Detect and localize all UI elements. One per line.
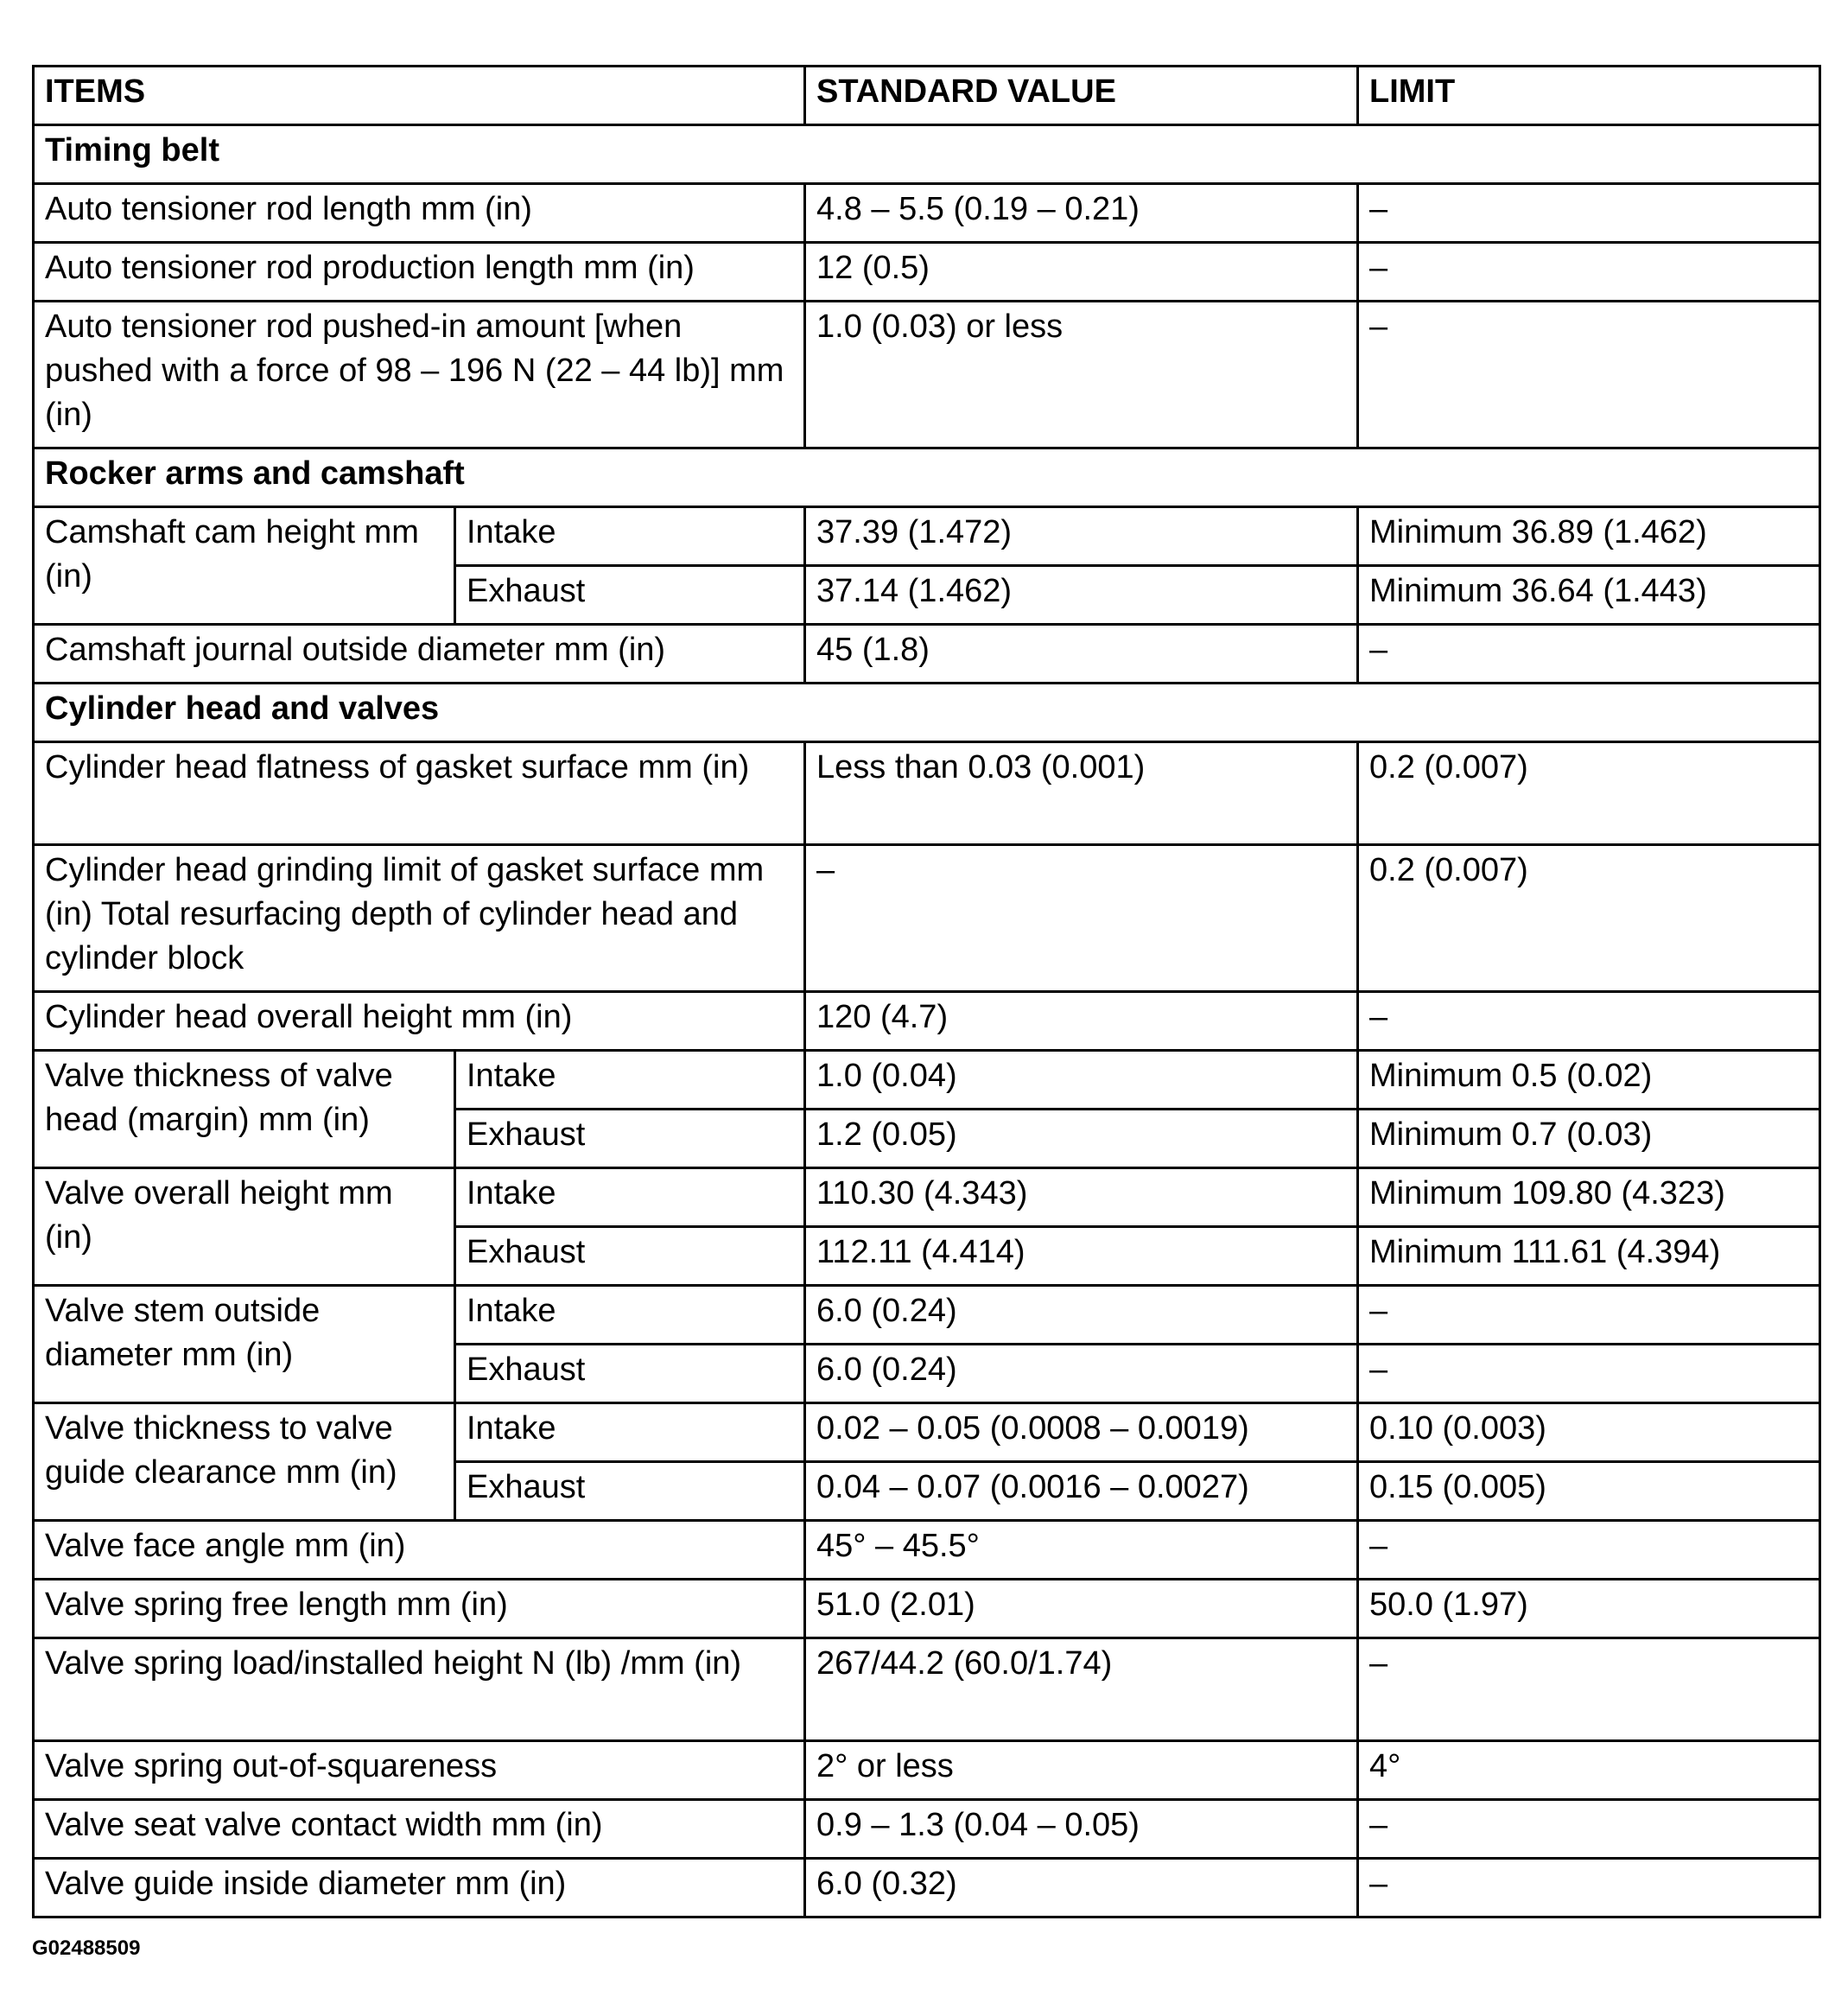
standard-cell: 1.2 (0.05) xyxy=(805,1110,1358,1168)
limit-cell: Minimum 0.5 (0.02) xyxy=(1358,1051,1820,1110)
standard-cell: 120 (4.7) xyxy=(805,992,1358,1051)
standard-cell: 12 (0.5) xyxy=(805,243,1358,302)
limit-cell: – xyxy=(1358,1345,1820,1403)
sub-item-cell: Exhaust xyxy=(455,1110,805,1168)
limit-cell: Minimum 36.89 (1.462) xyxy=(1358,507,1820,566)
item-cell: Valve spring load/installed height N (lb) /mm (in) xyxy=(34,1638,805,1741)
table-row xyxy=(34,1521,1820,1580)
standard-cell: 45 (1.8) xyxy=(805,625,1358,684)
item-cell: Cylinder head overall height mm (in) xyxy=(34,992,805,1051)
item-cell: Valve face angle mm (in) xyxy=(34,1521,805,1580)
limit-cell: – xyxy=(1358,1521,1820,1580)
standard-cell: 1.0 (0.03) or less xyxy=(805,302,1358,448)
item-cell: Auto tensioner rod pushed-in amount [when pushed with a force of 98 – 196 N (22 – 44 lb)] mm (in) xyxy=(34,302,805,448)
sub-item-cell: Exhaust xyxy=(455,1462,805,1521)
section-row xyxy=(34,448,1820,507)
standard-cell: 6.0 (0.24) xyxy=(805,1286,1358,1345)
standard-cell: 267/44.2 (60.0/1.74) xyxy=(805,1638,1358,1741)
sub-item-cell: Intake xyxy=(455,1403,805,1462)
standard-cell: 110.30 (4.343) xyxy=(805,1168,1358,1227)
item-cell: Cylinder head grinding limit of gasket surface mm (in) Total resurfacing depth of cylinder head and cylinder block xyxy=(34,845,805,992)
table-row xyxy=(34,992,1820,1051)
header-items: ITEMS xyxy=(34,67,805,125)
standard-cell: 37.39 (1.472) xyxy=(805,507,1358,566)
table-row xyxy=(34,1403,1820,1462)
sub-item-cell: Intake xyxy=(455,1051,805,1110)
limit-cell: 0.2 (0.007) xyxy=(1358,845,1820,992)
standard-cell: 6.0 (0.24) xyxy=(805,1345,1358,1403)
sub-item-cell: Intake xyxy=(455,507,805,566)
standard-cell: 1.0 (0.04) xyxy=(805,1051,1358,1110)
limit-cell: – xyxy=(1358,625,1820,684)
standard-cell: 2° or less xyxy=(805,1741,1358,1800)
table-row xyxy=(34,1800,1820,1859)
table-row xyxy=(34,1638,1820,1741)
sub-item-cell: Exhaust xyxy=(455,566,805,625)
item-cell: Valve stem outside diameter mm (in) xyxy=(34,1286,455,1403)
table-row xyxy=(34,1051,1820,1110)
standard-cell: 0.02 – 0.05 (0.0008 – 0.0019) xyxy=(805,1403,1358,1462)
section-row xyxy=(34,125,1820,184)
standard-cell: 45° – 45.5° xyxy=(805,1521,1358,1580)
specifications-table xyxy=(32,65,1821,1918)
limit-cell: Minimum 36.64 (1.443) xyxy=(1358,566,1820,625)
limit-cell: 0.15 (0.005) xyxy=(1358,1462,1820,1521)
standard-cell: 112.11 (4.414) xyxy=(805,1227,1358,1286)
table-row xyxy=(34,625,1820,684)
table-row xyxy=(34,1286,1820,1345)
table-row xyxy=(34,302,1820,448)
limit-cell: 0.10 (0.003) xyxy=(1358,1403,1820,1462)
item-cell: Valve overall height mm (in) xyxy=(34,1168,455,1286)
section-rocker-arms: Rocker arms and camshaft xyxy=(34,448,1820,507)
standard-cell: Less than 0.03 (0.001) xyxy=(805,742,1358,845)
item-cell: Camshaft cam height mm (in) xyxy=(34,507,455,625)
item-cell: Auto tensioner rod production length mm (in) xyxy=(34,243,805,302)
standard-cell: 37.14 (1.462) xyxy=(805,566,1358,625)
standard-cell: 0.04 – 0.07 (0.0016 – 0.0027) xyxy=(805,1462,1358,1521)
limit-cell: Minimum 0.7 (0.03) xyxy=(1358,1110,1820,1168)
sub-item-cell: Intake xyxy=(455,1168,805,1227)
item-cell: Valve spring out-of-squareness xyxy=(34,1741,805,1800)
standard-cell: 51.0 (2.01) xyxy=(805,1580,1358,1638)
limit-cell: 4° xyxy=(1358,1741,1820,1800)
limit-cell: – xyxy=(1358,1638,1820,1741)
limit-cell: – xyxy=(1358,184,1820,243)
item-cell: Valve thickness of valve head (margin) mm (in) xyxy=(34,1051,455,1168)
table-row xyxy=(34,1741,1820,1800)
item-cell: Valve spring free length mm (in) xyxy=(34,1580,805,1638)
table-row xyxy=(34,845,1820,992)
table-row xyxy=(34,243,1820,302)
standard-cell: – xyxy=(805,845,1358,992)
section-row xyxy=(34,684,1820,742)
table-row xyxy=(34,507,1820,566)
sub-item-cell: Exhaust xyxy=(455,1345,805,1403)
limit-cell: – xyxy=(1358,1286,1820,1345)
item-cell: Valve seat valve contact width mm (in) xyxy=(34,1800,805,1859)
limit-cell: – xyxy=(1358,302,1820,448)
standard-cell: 4.8 – 5.5 (0.19 – 0.21) xyxy=(805,184,1358,243)
limit-cell: Minimum 111.61 (4.394) xyxy=(1358,1227,1820,1286)
header-limit: LIMIT xyxy=(1358,67,1820,125)
sub-item-cell: Intake xyxy=(455,1286,805,1345)
limit-cell: – xyxy=(1358,1859,1820,1917)
table-row xyxy=(34,184,1820,243)
table-row xyxy=(34,742,1820,845)
limit-cell: – xyxy=(1358,1800,1820,1859)
section-cylinder-head: Cylinder head and valves xyxy=(34,684,1820,742)
limit-cell: – xyxy=(1358,992,1820,1051)
limit-cell: Minimum 109.80 (4.323) xyxy=(1358,1168,1820,1227)
limit-cell: – xyxy=(1358,243,1820,302)
limit-cell: 50.0 (1.97) xyxy=(1358,1580,1820,1638)
header-standard-value: STANDARD VALUE xyxy=(805,67,1358,125)
standard-cell: 0.9 – 1.3 (0.04 – 0.05) xyxy=(805,1800,1358,1859)
item-cell: Valve thickness to valve guide clearance mm (in) xyxy=(34,1403,455,1521)
figure-code: G02488509 xyxy=(32,1937,141,1960)
table-row xyxy=(34,1580,1820,1638)
item-cell: Cylinder head flatness of gasket surface mm (in) xyxy=(34,742,805,845)
sub-item-cell: Exhaust xyxy=(455,1227,805,1286)
limit-cell: 0.2 (0.007) xyxy=(1358,742,1820,845)
header-row xyxy=(34,67,1820,125)
item-cell: Auto tensioner rod length mm (in) xyxy=(34,184,805,243)
table-row xyxy=(34,1859,1820,1917)
standard-cell: 6.0 (0.32) xyxy=(805,1859,1358,1917)
item-cell: Camshaft journal outside diameter mm (in) xyxy=(34,625,805,684)
item-cell: Valve guide inside diameter mm (in) xyxy=(34,1859,805,1917)
table-row xyxy=(34,1168,1820,1227)
section-timing-belt: Timing belt xyxy=(34,125,1820,184)
